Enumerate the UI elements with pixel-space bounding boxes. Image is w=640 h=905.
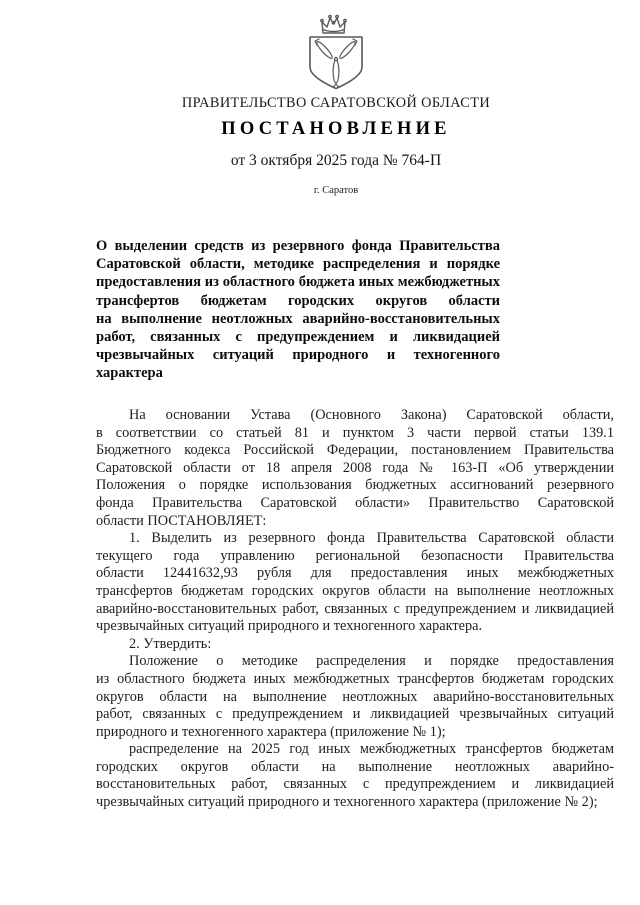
- text-line: восстановительных работ, связанных с предупреждением и ликвидацией: [96, 776, 614, 793]
- text-line: в соответствии со статьей 81 и пунктом 3 части первой статьи 139.1: [96, 424, 614, 441]
- text-line: Саратовской области от 18 апреля 2008 года № 163-П «Об утверждении: [96, 459, 614, 476]
- text-line: трансфертов бюджетам городских округов области на выполнение неотложных: [96, 582, 614, 599]
- text-line: 2. Утвердить:: [129, 635, 212, 652]
- text-line: чрезвычайных ситуаций природного и техногенного: [96, 347, 500, 364]
- text-line: текущего года управлению региональной безопасности Правительства: [96, 547, 614, 564]
- doc-title: [96, 237, 500, 383]
- place-line: г. Саратов: [313, 185, 359, 196]
- paragraph: [96, 407, 614, 530]
- text-line: работ, связанных с предупреждением и ликвидацией чрезвычайных ситуаций: [96, 706, 614, 723]
- text-line: Саратовской области, методике распределения и порядке: [96, 256, 500, 273]
- text-line: области ПОСТАНОВЛЯЕТ:: [96, 512, 267, 529]
- text-line: городских округов области на выполнение неотложных аварийно-: [96, 758, 614, 775]
- paragraph: [96, 636, 614, 654]
- doc-body: [96, 407, 614, 812]
- text-line: фонда Правительства Саратовской области» Правительство Саратовской: [96, 494, 614, 511]
- text-line: из областного бюджета иных межбюджетных трансфертов бюджетам городских: [96, 670, 614, 687]
- paragraph: [96, 653, 614, 741]
- crown-icon: [321, 15, 346, 33]
- text-line: характера: [96, 365, 163, 382]
- text-line: 1. Выделить из резервного фонда Правительства Саратовской области: [129, 530, 614, 547]
- text-line: природного и техногенного характера (приложение № 1);: [96, 723, 446, 740]
- paragraph: [96, 530, 614, 636]
- text-line: работ, связанных с предупреждением и ликвидацией: [96, 328, 500, 345]
- text-line: аварийно-восстановительных работ, связанных с предупреждением и ликвидацией: [96, 600, 614, 617]
- text-line: предоставления из областного бюджета иных межбюджетных: [96, 274, 500, 291]
- date-and-number-line: от 3 октября 2025 года № 764-П: [230, 152, 442, 169]
- text-line: чрезвычайных ситуаций природного и техногенного характера.: [96, 618, 483, 635]
- text-line: На основании Устава (Основного Закона) Саратовской области,: [129, 407, 614, 423]
- text-line: Бюджетного кодекса Российской Федерации, постановлением Правительства: [96, 442, 614, 459]
- document-type-heading: ПОСТАНОВЛЕНИЕ: [221, 119, 451, 139]
- text-line: на выполнение неотложных аварийно-восстановительных: [96, 310, 500, 327]
- text-line: чрезвычайных ситуаций природного и техногенного характера (приложение № 2);: [96, 794, 598, 811]
- text-line: трансфертов бюджетам городских округов области: [96, 292, 500, 309]
- text-line: О выделении средств из резервного фонда Правительства: [96, 238, 500, 254]
- paragraph: [96, 741, 614, 811]
- text-line: округов области на выполнение неотложных аварийно-восстановительных: [96, 688, 614, 705]
- text-line: области 12441632,93 рубля для предоставления иных межбюджетных: [96, 565, 614, 582]
- document-header: [56, 0, 616, 197]
- coat-of-arms-icon: [308, 12, 364, 90]
- text-line: Положения о порядке использования бюджетных ассигнований резервного: [96, 477, 614, 494]
- text-line: распределение на 2025 год иных межбюджетных трансфертов бюджетам: [129, 741, 614, 758]
- government-name: ПРАВИТЕЛЬСТВО САРАТОВСКОЙ ОБЛАСТИ: [181, 95, 491, 111]
- text-line: Положение о методике распределения и порядке предоставления: [129, 653, 614, 670]
